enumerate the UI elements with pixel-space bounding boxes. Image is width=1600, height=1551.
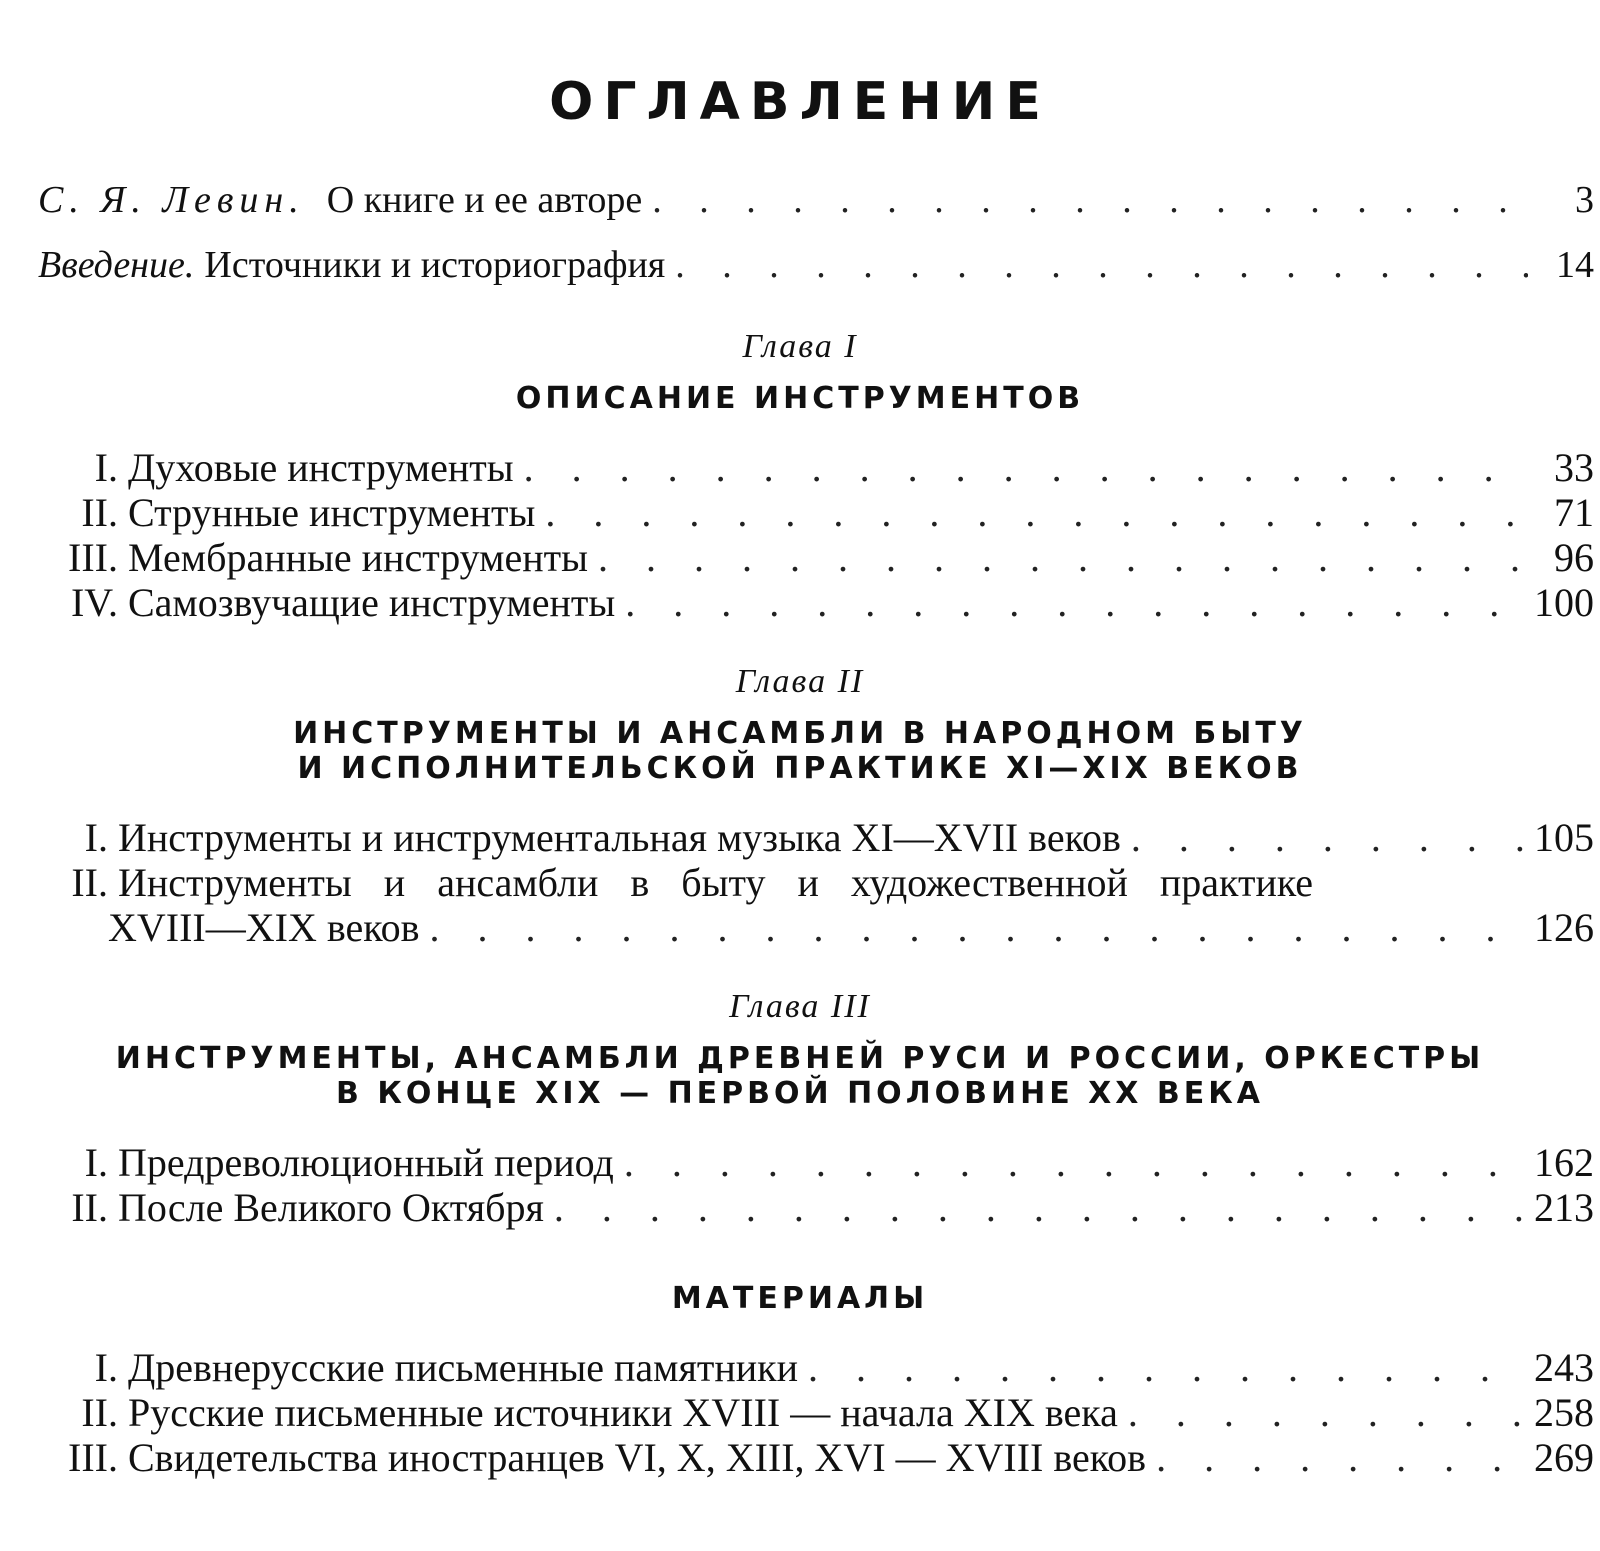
toc-entry-materials-1[interactable] bbox=[38, 1345, 1594, 1390]
chapter-label-1: Глава I bbox=[742, 328, 858, 365]
toc-entry-1-1[interactable] bbox=[38, 445, 1594, 490]
entry-page: 162 bbox=[1534, 1140, 1594, 1185]
entry-page: 269 bbox=[1534, 1435, 1594, 1480]
dot-leader bbox=[624, 1140, 1524, 1185]
dot-leader bbox=[554, 1185, 1524, 1230]
dot-leader bbox=[625, 580, 1524, 625]
entry-title: Русские письменные источники XVIII — начала XIX века bbox=[128, 1390, 1118, 1435]
entry-title: О книге и ее авторе bbox=[326, 179, 643, 221]
chapter-label-2: Глава II bbox=[735, 663, 865, 700]
entry-title: После Великого Октября bbox=[118, 1185, 544, 1230]
entry-author: С. Я. Левин. bbox=[38, 179, 305, 221]
entry-number: II. bbox=[71, 860, 108, 905]
toc-entry-introduction[interactable] bbox=[38, 240, 1594, 290]
dot-leader bbox=[675, 240, 1528, 290]
entry-title: Самозвучащие инструменты bbox=[128, 580, 616, 625]
dot-leader bbox=[598, 535, 1528, 580]
entry-title: Инструменты и инструментальная музыка XI—XVII веков bbox=[118, 815, 1121, 860]
dot-leader bbox=[430, 905, 1524, 950]
dot-leader bbox=[652, 175, 1528, 225]
entry-title: Древнерусские письменные памятники bbox=[128, 1345, 798, 1390]
entry-page: 258 bbox=[1534, 1390, 1594, 1435]
toc-entry-2-1[interactable] bbox=[38, 815, 1594, 860]
chapter-heading-2-line-1: ИНСТРУМЕНТЫ И АНСАМБЛИ В НАРОДНОМ БЫТУ bbox=[293, 716, 1307, 751]
entry-page: 126 bbox=[1534, 905, 1594, 950]
chapter-heading-2-line-2: И ИСПОЛНИТЕЛЬСКОЙ ПРАКТИКЕ XI—XIX ВЕКОВ bbox=[297, 751, 1303, 786]
entry-number: III. bbox=[68, 535, 118, 580]
toc-entry-1-4[interactable] bbox=[38, 580, 1594, 625]
entry-title: Источники и историография bbox=[204, 244, 666, 286]
toc-entry-2-2[interactable] bbox=[38, 860, 1594, 905]
entry-page: 14 bbox=[1556, 244, 1594, 286]
entry-number: I. bbox=[84, 1140, 108, 1185]
entry-page: 96 bbox=[1554, 535, 1594, 580]
toc-entry-3-2[interactable] bbox=[38, 1185, 1594, 1230]
page-title: ОГЛАВЛЕНИЕ bbox=[549, 72, 1051, 132]
entry-label: Введение. bbox=[38, 244, 195, 286]
entry-page: 33 bbox=[1554, 445, 1594, 490]
entry-number: II. bbox=[81, 490, 118, 535]
chapter-heading-3-line-1: ИНСТРУМЕНТЫ, АНСАМБЛИ ДРЕВНЕЙ РУСИ И РОССИИ, ОРКЕСТРЫ bbox=[115, 1041, 1485, 1076]
entry-title: Струнные инструменты bbox=[128, 490, 536, 535]
dot-leader bbox=[545, 490, 1528, 535]
entry-page: 100 bbox=[1534, 580, 1594, 625]
entry-number: I. bbox=[94, 1345, 118, 1390]
entry-title: Свидетельства иностранцев VI, X, XIII, XVI — XVIII веков bbox=[128, 1435, 1147, 1480]
entry-title-continuation: XVIII—XIX веков bbox=[108, 905, 420, 950]
chapter-heading-3-line-2: В КОНЦЕ XIX — ПЕРВОЙ ПОЛОВИНЕ XX ВЕКА bbox=[336, 1076, 1264, 1111]
entry-number: II. bbox=[71, 1185, 108, 1230]
dot-leader bbox=[1156, 1435, 1524, 1480]
entry-page: 71 bbox=[1554, 490, 1594, 535]
materials-heading: МАТЕРИАЛЫ bbox=[671, 1281, 929, 1316]
dot-leader bbox=[1131, 815, 1524, 860]
entry-number: II. bbox=[81, 1390, 118, 1435]
dot-leader bbox=[808, 1345, 1524, 1390]
toc-entry-about-book[interactable] bbox=[38, 175, 1594, 225]
entry-title: Инструменты и ансамбли в быту и художественной практике bbox=[118, 860, 1314, 905]
toc-entry-1-3[interactable] bbox=[38, 535, 1594, 580]
entry-number: IV. bbox=[70, 580, 118, 625]
entry-number: III. bbox=[68, 1435, 118, 1480]
entry-title: Предреволюционный период bbox=[118, 1140, 614, 1185]
entry-number: I. bbox=[94, 445, 118, 490]
entry-page: 243 bbox=[1534, 1345, 1594, 1390]
chapter-heading-1: ОПИСАНИЕ ИНСТРУМЕНТОВ bbox=[515, 381, 1085, 416]
entry-page: 213 bbox=[1534, 1185, 1594, 1230]
toc-entry-materials-2[interactable] bbox=[38, 1390, 1594, 1435]
dot-leader bbox=[524, 445, 1528, 490]
entry-number: I. bbox=[84, 815, 108, 860]
chapter-label-3: Глава III bbox=[729, 988, 871, 1025]
entry-page: 3 bbox=[1575, 179, 1594, 221]
entry-title: Духовые инструменты bbox=[128, 445, 514, 490]
entry-page: 105 bbox=[1534, 815, 1594, 860]
dot-leader bbox=[1128, 1390, 1524, 1435]
entry-title: Мембранные инструменты bbox=[128, 535, 588, 580]
toc-entry-2-2-continuation[interactable] bbox=[108, 905, 1594, 950]
toc-entry-1-2[interactable] bbox=[38, 490, 1594, 535]
toc-entry-3-1[interactable] bbox=[38, 1140, 1594, 1185]
toc-entry-materials-3[interactable] bbox=[38, 1435, 1594, 1480]
